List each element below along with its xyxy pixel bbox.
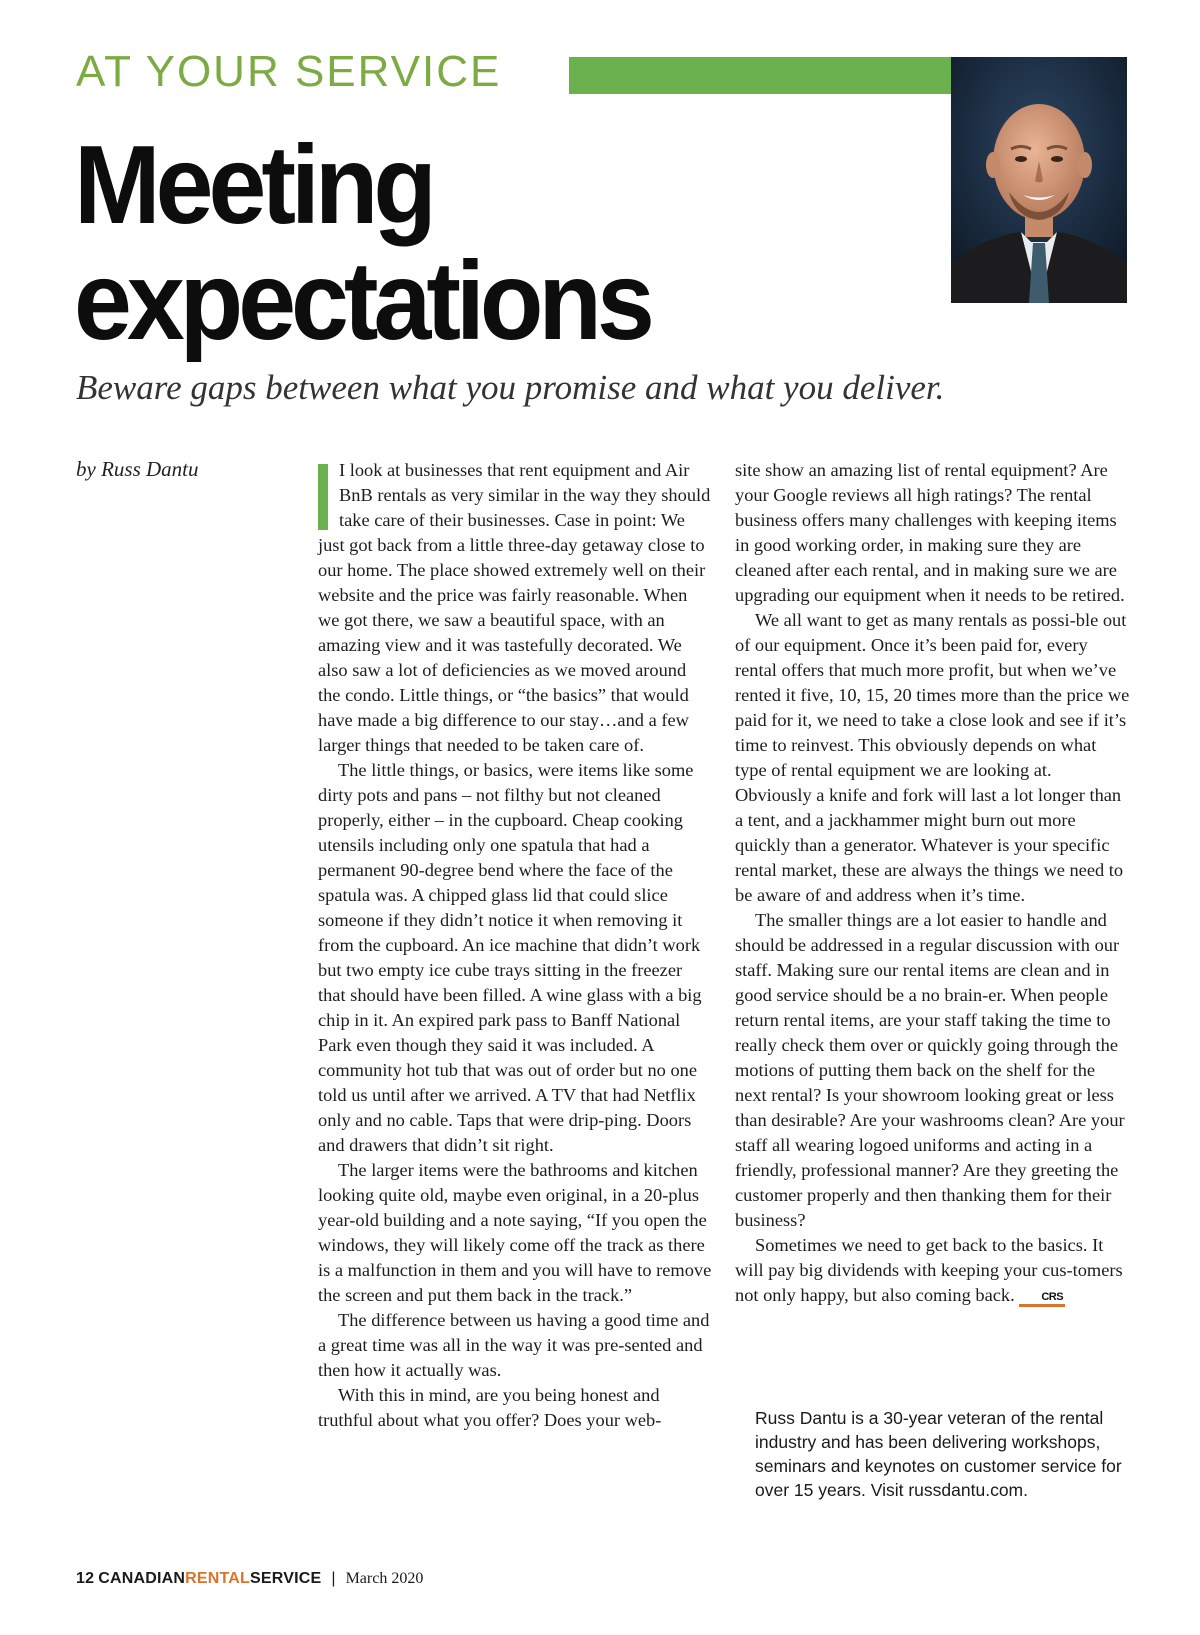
paragraph: We all want to get as many rentals as possi-ble out of our equipment. Once it’s been paid for, every rental offers that much more profit, but when we’ve rented it five, 10, 15, 20 times more than the price we paid for it, we need to take a close look and see if it’s time to reinvest. This obviously depends on what type of rental equipment we are looking at. Obviously a knife and fork will last a lot longer than a tent, and a jackhammer might burn out more quickly than a generator. Whatever is your specific rental market, these are always the things we need to be aware of and address when it’s time. xyxy=(735,610,1130,905)
footer-separator: | xyxy=(331,1570,336,1587)
paragraph: site show an amazing list of rental equipment? Are your Google reviews all high ratings? The rental business offers many challenges with keeping items in good working order, in making sure they are cleaned after each rental, and in making sure we are upgrading our equipment when it needs to be retired. xyxy=(735,460,1125,605)
issue-date: March 2020 xyxy=(345,1570,424,1587)
author-headshot-icon xyxy=(951,57,1127,303)
article-column-2 xyxy=(735,458,1130,1308)
author-bio: Russ Dantu is a 30-year veteran of the rental industry and has been delivering workshops, seminars and keynotes on customer service for over 15 years. Visit russdantu.com. xyxy=(755,1408,1122,1500)
page-footer xyxy=(76,1570,423,1588)
paragraph: I look at businesses that rent equipment and Air BnB rentals as very similar in the way they should take care of their businesses. Case in point: We just got back from a little three-day getaway close to our home. The place showed extremely well on their website and the price was fairly reasonable. When we got there, we saw a beautiful space, with an amazing view and it was tastefully decorated. We also saw a lot of deficiencies as we moved around the condo. Little things, or “the basics” that would have made a big difference to our stay…and a few larger things that needed to be taken care of. xyxy=(318,460,711,755)
headline xyxy=(74,123,650,364)
paragraph: Sometimes we need to get back to the basics. It will pay big dividends with keeping your cus-tomers not only happy, but also coming back. CRS xyxy=(735,1235,1123,1305)
paragraph: The little things, or basics, were items like some dirty pots and pans – not filthy but not cleaned properly, either – in the cupboard. Cheap cooking utensils including only one spatula that had a permanent 90-degree bend where the face of the spatula was. A chipped glass lid that could slice someone if they didn’t notice it when removing it from the cupboard. An ice machine that didn’t work but two empty ice cube trays sitting in the freezer that should have been filled. A wine glass with a big chip in it. An expired park pass to Banff National Park even though they said it was included. A community hot tub that was out of order but no one told us until after we arrived. A TV that had Netflix only and no cable. Taps that were drip-ping. Doors and drawers that didn’t sit right. xyxy=(318,760,702,1155)
section-accent-bar xyxy=(569,57,951,94)
article-deck: Beware gaps between what you promise and what you deliver. xyxy=(76,368,945,407)
article-column-1 xyxy=(318,458,713,1433)
byline: by Russ Dantu xyxy=(76,457,199,481)
headline-line-2: expectations xyxy=(74,239,650,364)
paragraph: The difference between us having a good time and a great time was all in the way it was pre-sented and then how it actually was. xyxy=(318,1310,710,1380)
paragraph: The smaller things are a lot easier to handle and should be addressed in a regular discussion with our staff. Making sure our rental items are clean and in good service should be a no brain-er. When people return rental items, are your staff taking the time to really check them over or quickly going through the motions of putting them back on the shelf for the next rental? Is your showroom looking great or less than desirable? Are your washrooms clean? Are your staff all wearing logoed uniforms and acting in a friendly, professional manner? Are they greeting the customer properly and then thanking them for their business? xyxy=(735,910,1125,1230)
drop-cap-accent xyxy=(318,464,328,530)
section-label: AT YOUR SERVICE xyxy=(76,47,502,96)
page-number: 12 xyxy=(76,1570,95,1587)
publication-name: CANADIANRENTALSERVICE xyxy=(98,1570,322,1587)
paragraph: The larger items were the bathrooms and kitchen looking quite old, maybe even original, in a 20-plus year-old building and a note saying, “If you open the windows, they will likely come off the track as there is a malfunction in them and you will have to remove the screen and put them back in the track.” xyxy=(318,1160,712,1305)
paragraph: With this in mind, are you being honest and truthful about what you offer? Does your web- xyxy=(318,1385,662,1430)
headline-line-1: Meeting xyxy=(74,123,432,248)
end-mark-icon: CRS xyxy=(1019,1291,1065,1307)
